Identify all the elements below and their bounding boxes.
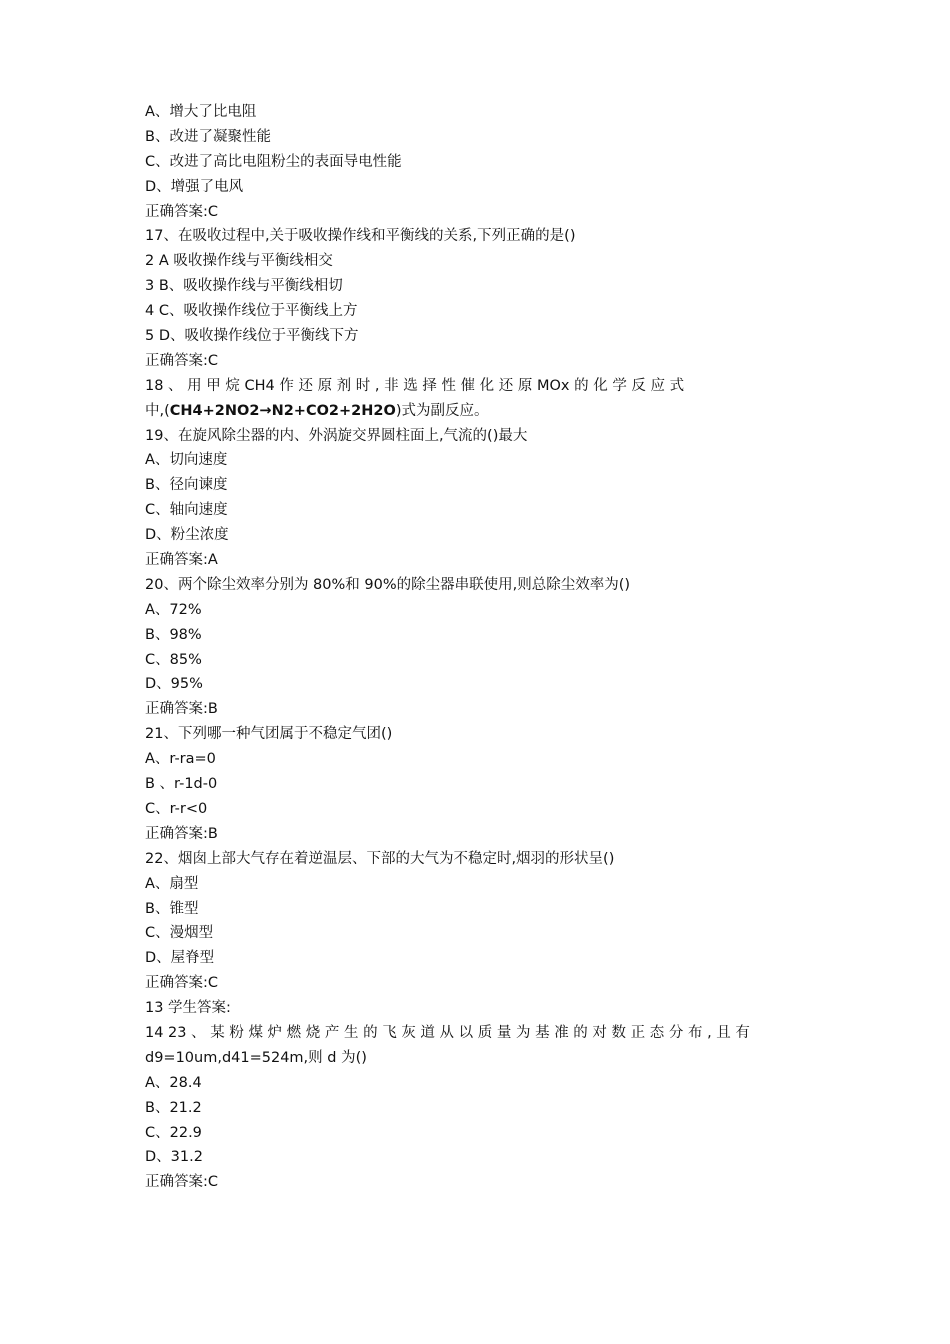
option-line: 5 D、吸收操作线位于平衡线下方 [145, 328, 359, 345]
question-21: 21、下列哪一种气团属于不稳定气团() [145, 726, 393, 743]
option-line: D、95% [145, 676, 203, 693]
option-line: C、22.9 [145, 1124, 202, 1141]
question-22: 22、烟囱上部大气存在着逆温层、下部的大气为不稳定时,烟羽的形状呈() [145, 850, 615, 867]
option-line: C、改进了高比电阻粉尘的表面导电性能 [145, 153, 402, 170]
option-line: B 、r-1d-0 [145, 776, 218, 793]
option-line: A、28.4 [145, 1074, 202, 1091]
question-23-line1: 14 23 、 某 粉 煤 炉 燃 烧 产 生 的 飞 灰 道 从 以 质 量 为 基 准 的 对 数 正 态 分 布 , 且 有 [145, 1024, 750, 1041]
answer-line: 正确答案:B [145, 701, 218, 718]
answer-line: 正确答案:C [145, 975, 219, 992]
answer-line: 正确答案:C [145, 203, 219, 220]
student-answer-line: 13 学生答案: [145, 1000, 231, 1017]
option-line: D、31.2 [145, 1149, 203, 1166]
option-line: C、85% [145, 651, 202, 668]
option-line: A、扇型 [145, 875, 199, 892]
option-line: C、轴向速度 [145, 502, 228, 519]
q18-suffix: )式为副反应。 [395, 402, 489, 419]
option-line: B、98% [145, 626, 202, 643]
question-19: 19、在旋风除尘器的内、外涡旋交界圆柱面上,气流的()最大 [145, 427, 528, 444]
option-line: B、21.2 [145, 1099, 202, 1116]
question-23-line2: d9=10um,d41=524m,则 d 为() [145, 1049, 367, 1066]
q18-prefix: 中,( [145, 402, 170, 419]
option-line: B、改进了凝聚性能 [145, 128, 271, 145]
option-line: A、切向速度 [145, 452, 228, 469]
document-page [145, 100, 807, 1195]
option-line: 2 A 吸收操作线与平衡线相交 [145, 253, 333, 270]
option-line: B、锥型 [145, 900, 199, 917]
option-line: A、r-ra=0 [145, 751, 216, 768]
option-line: D、屋脊型 [145, 950, 215, 967]
option-line: D、粉尘浓度 [145, 527, 229, 544]
option-line: D、增强了电风 [145, 178, 244, 195]
answer-line: 正确答案:A [145, 552, 218, 569]
option-line: 4 C、吸收操作线位于平衡线上方 [145, 303, 358, 320]
question-17: 17、在吸收过程中,关于吸收操作线和平衡线的关系,下列正确的是() [145, 228, 576, 245]
option-line: C、r-r<0 [145, 800, 208, 817]
answer-line: 正确答案:C [145, 352, 219, 369]
option-line: A、增大了比电阻 [145, 104, 257, 120]
option-line: A、72% [145, 601, 202, 618]
option-line: B、径向谏度 [145, 477, 228, 494]
answer-line: 正确答案:B [145, 825, 218, 842]
option-line: 3 B、吸收操作线与平衡线相切 [145, 278, 343, 295]
question-20: 20、两个除尘效率分别为 80%和 90%的除尘器串联使用,则总除尘效率为() [145, 576, 631, 593]
question-18-line1: 18 、 用 甲 烷 CH4 作 还 原 剂 时 , 非 选 择 性 催 化 还 原 MOx 的 化 学 反 应 式 [145, 377, 685, 394]
question-18-line2 [145, 399, 807, 424]
answer-line: 正确答案:C [145, 1174, 219, 1191]
q18-equation: CH4+2NO2→N2+CO2+2H2O [169, 402, 396, 419]
option-line: C、漫烟型 [145, 925, 214, 942]
